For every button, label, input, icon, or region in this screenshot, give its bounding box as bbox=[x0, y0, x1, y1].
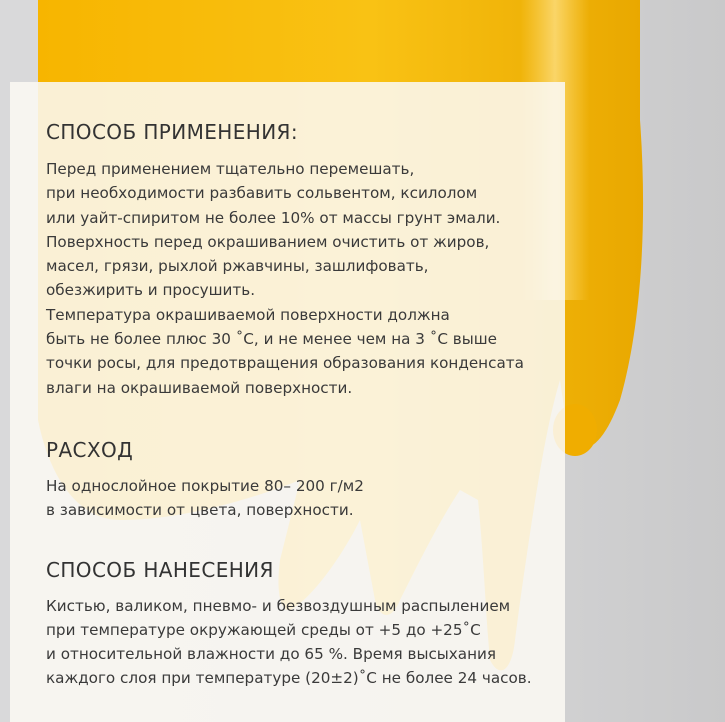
section-title-application-technique: СПОСОБ НАНЕСЕНИЯ bbox=[46, 557, 274, 582]
section-title-application-method: СПОСОБ ПРИМЕНЕНИЯ: bbox=[46, 120, 298, 144]
section-body-consumption: На однослойное покрытие 80– 200 г/м2 в зависимости от цвета, поверхности. bbox=[46, 476, 364, 520]
section-body-application-method: Перед применением тщательно перемешать, при необходимости разбавить сольвентом, ксилолом или уайт-спиритом не более 10% от массы грунт эмали. Поверхность перед окрашиванием очистить от жиров, масел, грязи, рыхлой ржавчины, зашлифовать, обезжирить и просушить. Температура окрашиваемой поверхности должна быть не более плюс 30 ˚С, и не менее чем на 3 ˚С выше точки росы, для предотвращения образования конденсата влаги на окрашиваемой поверхности. bbox=[46, 160, 524, 397]
section-body-application-technique: Кистью, валиком, пневмо- и безвоздушным распылением при температуре окружающей среды от +5 до +25˚С и относительной влажности до 65 %. Время высыхания каждого слоя при температуре (20±2)˚С не более 24 часов. bbox=[46, 596, 532, 688]
section-title-consumption: РАСХОД bbox=[46, 437, 134, 462]
instructions-panel bbox=[10, 82, 565, 722]
